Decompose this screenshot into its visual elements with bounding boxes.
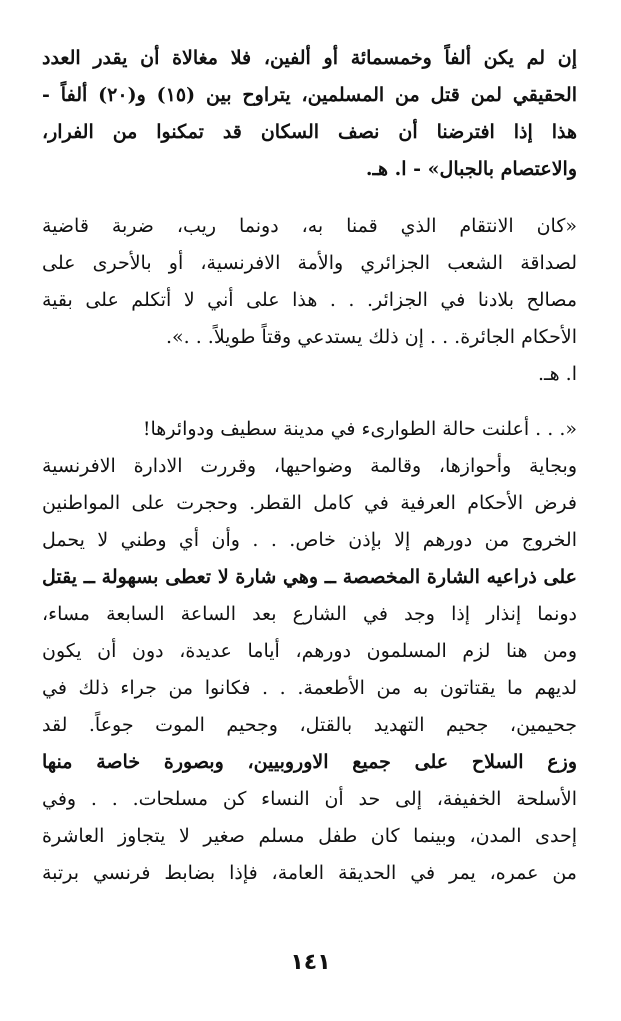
- text-line: إن لم يكن ألفاً وخمسمائة أو ألفين، فلا مغالاة أن يقدر العدد: [42, 47, 577, 69]
- text-line: الحقيقي لمن قتل من المسلمين، يتراوح بين (١٥) و(٢٠) ألفاً -: [42, 84, 577, 106]
- text-line: الأسلحة الخفيفة، إلى حد أن النساء كن مسلحات. . . وفي: [42, 788, 577, 810]
- text-line: إحدى المدن، وبينما كان طفل مسلم صغير لا يتجاوز العاشرة: [42, 825, 577, 847]
- text-line: ا. هـ.: [538, 363, 577, 385]
- text-line: هذا إذا افترضنا أن نصف السكان قد تمكنوا من الفرار،: [42, 121, 577, 143]
- text-line: من عمره، يمر في الحديقة العامة، فإذا بضابط فرنسي برتبة: [42, 862, 577, 884]
- text-line: فرض الأحكام العرفية في كامل القطر. وحجرت على المواطنين: [42, 492, 577, 514]
- text-line: على ذراعيه الشارة المخصصة ــ وهي شارة لا تعطى بسهولة ــ يقتل: [42, 566, 577, 588]
- paragraph-2: [42, 208, 577, 393]
- text-line: جحيمين، جحيم التهديد بالقتل، وجحيم الموت جوعاً. لقد: [42, 714, 577, 736]
- text-line: مصالح بلادنا في الجزائر. . . هذا على أني لا أتكلم على بقية: [42, 289, 577, 311]
- text-line: الخروج من دورهم إلا بإذن خاص. . . وأن أي وطني لا يحمل: [42, 529, 577, 551]
- text-line: «. . . أعلنت حالة الطوارىء في مدينة سطيف ودوائرها!: [142, 418, 577, 440]
- text-line: دونما إنذار إذا وجد في الشارع بعد الساعة السابعة مساء،: [42, 603, 577, 625]
- text-line: وبجاية وأحوازها، وقالمة وضواحيها، وقررت الادارة الافرنسية: [42, 455, 577, 477]
- text-line: «كان الانتقام الذي قمنا به، دونما ريب، ضربة قاضية: [42, 215, 577, 237]
- paragraph-3: [42, 411, 577, 892]
- text-line: والاعتصام بالجبال» - ا. هـ.: [365, 158, 577, 180]
- document-page: [42, 40, 577, 892]
- text-line: ومن هنا لزم المسلمون دورهم، أياما عديدة، دون أن يكون: [42, 640, 577, 662]
- text-line: الأحكام الجائرة. . . إن ذلك يستدعي وقتاً طويلاً. . .».: [165, 326, 577, 348]
- text-line: وزع السلاح على جميع الاوروبيين، وبصورة خاصة منها: [42, 751, 577, 773]
- paragraph-1: [42, 40, 577, 188]
- text-line: لديهم ما يقتاتون به من الأطعمة. . . فكانوا من جراء ذلك في: [42, 677, 577, 699]
- text-line: لصداقة الشعب الجزائري والأمة الافرنسية، أو بالأحرى على: [42, 252, 577, 274]
- page-number: ١٤١: [290, 950, 331, 975]
